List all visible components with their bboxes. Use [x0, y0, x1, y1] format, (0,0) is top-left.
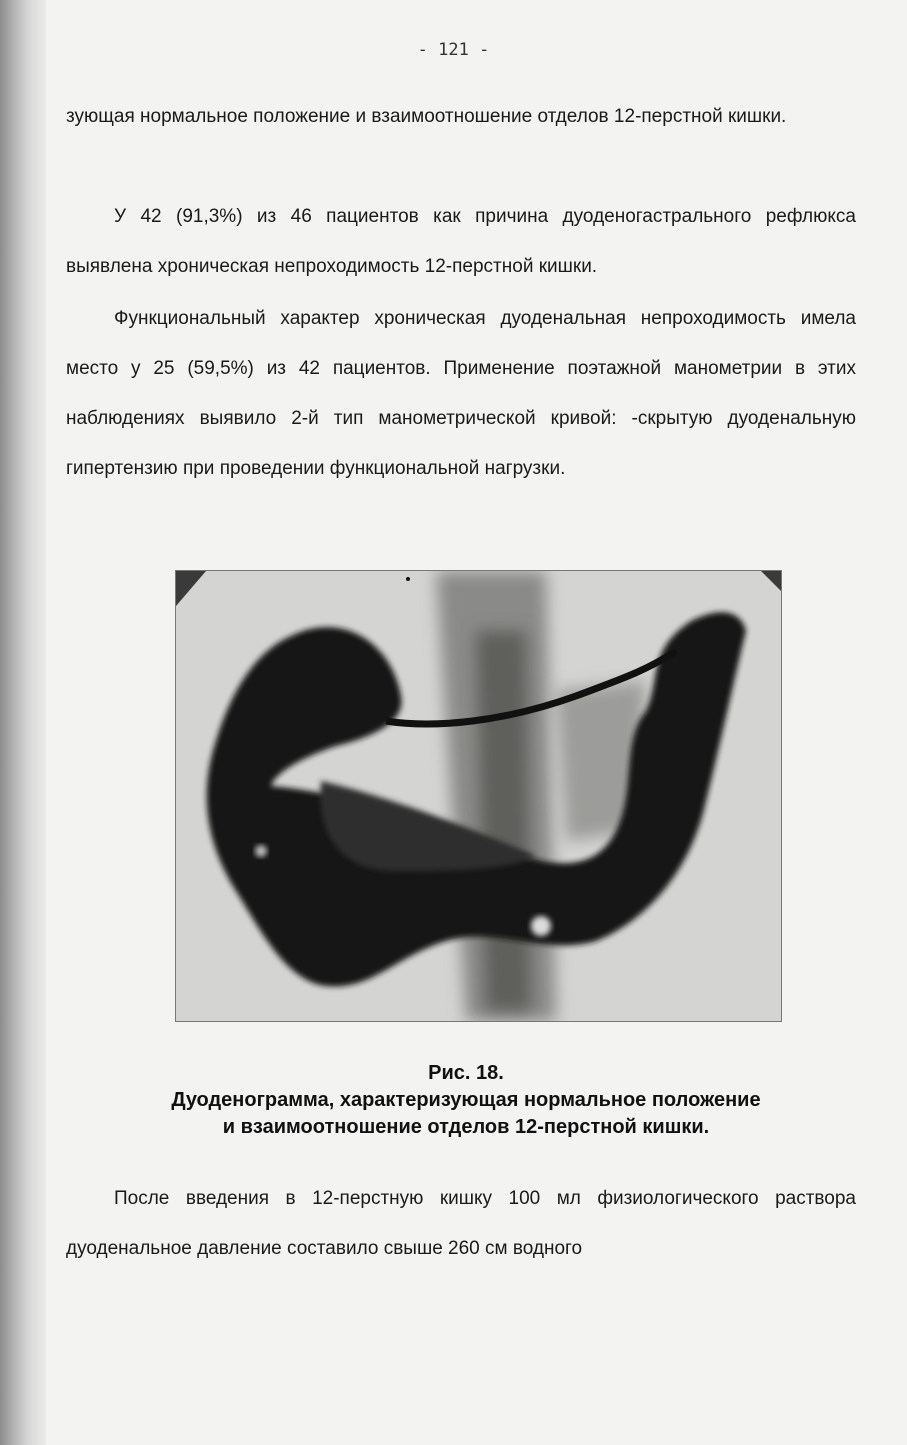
figure-label: Рис. 18. [428, 1062, 504, 1084]
figure-caption-line-2: и взаимоотношение отделов 12-перстной кишки. [222, 1116, 710, 1138]
figure-caption [66, 1060, 866, 1141]
duodenogram-image [175, 570, 782, 1022]
figure-caption-line-1: Дуоденограмма, характеризующая нормальное положение [171, 1089, 761, 1111]
paragraph-pressure: После введения в 12-перстную кишку 100 мл физиологического раствора дуоденальное давление составило свыше 260 см водного [66, 1188, 856, 1259]
paragraph-functional: Функциональный характер хроническая дуоденальная непроходимость имела место у 25 (59,5%) из 42 пациентов. Применение поэтажной манометрии в этих наблюдениях выявило 2-й тип манометрической кривой: -скрытую дуоденальную гипертензию при проведении функциональной нагрузки. [66, 308, 856, 479]
book-spine-shadow [0, 0, 46, 1445]
paragraph-continuation: зующая нормальное положение и взаимоотношение отделов 12-перстной кишки. [66, 106, 787, 127]
page-number: - 121 - [417, 40, 490, 60]
paragraph-reflux: У 42 (91,3%) из 46 пациентов как причина дуоденогастрального рефлюкса выявлена хроническая непроходимость 12-перстной кишки. [66, 206, 856, 277]
